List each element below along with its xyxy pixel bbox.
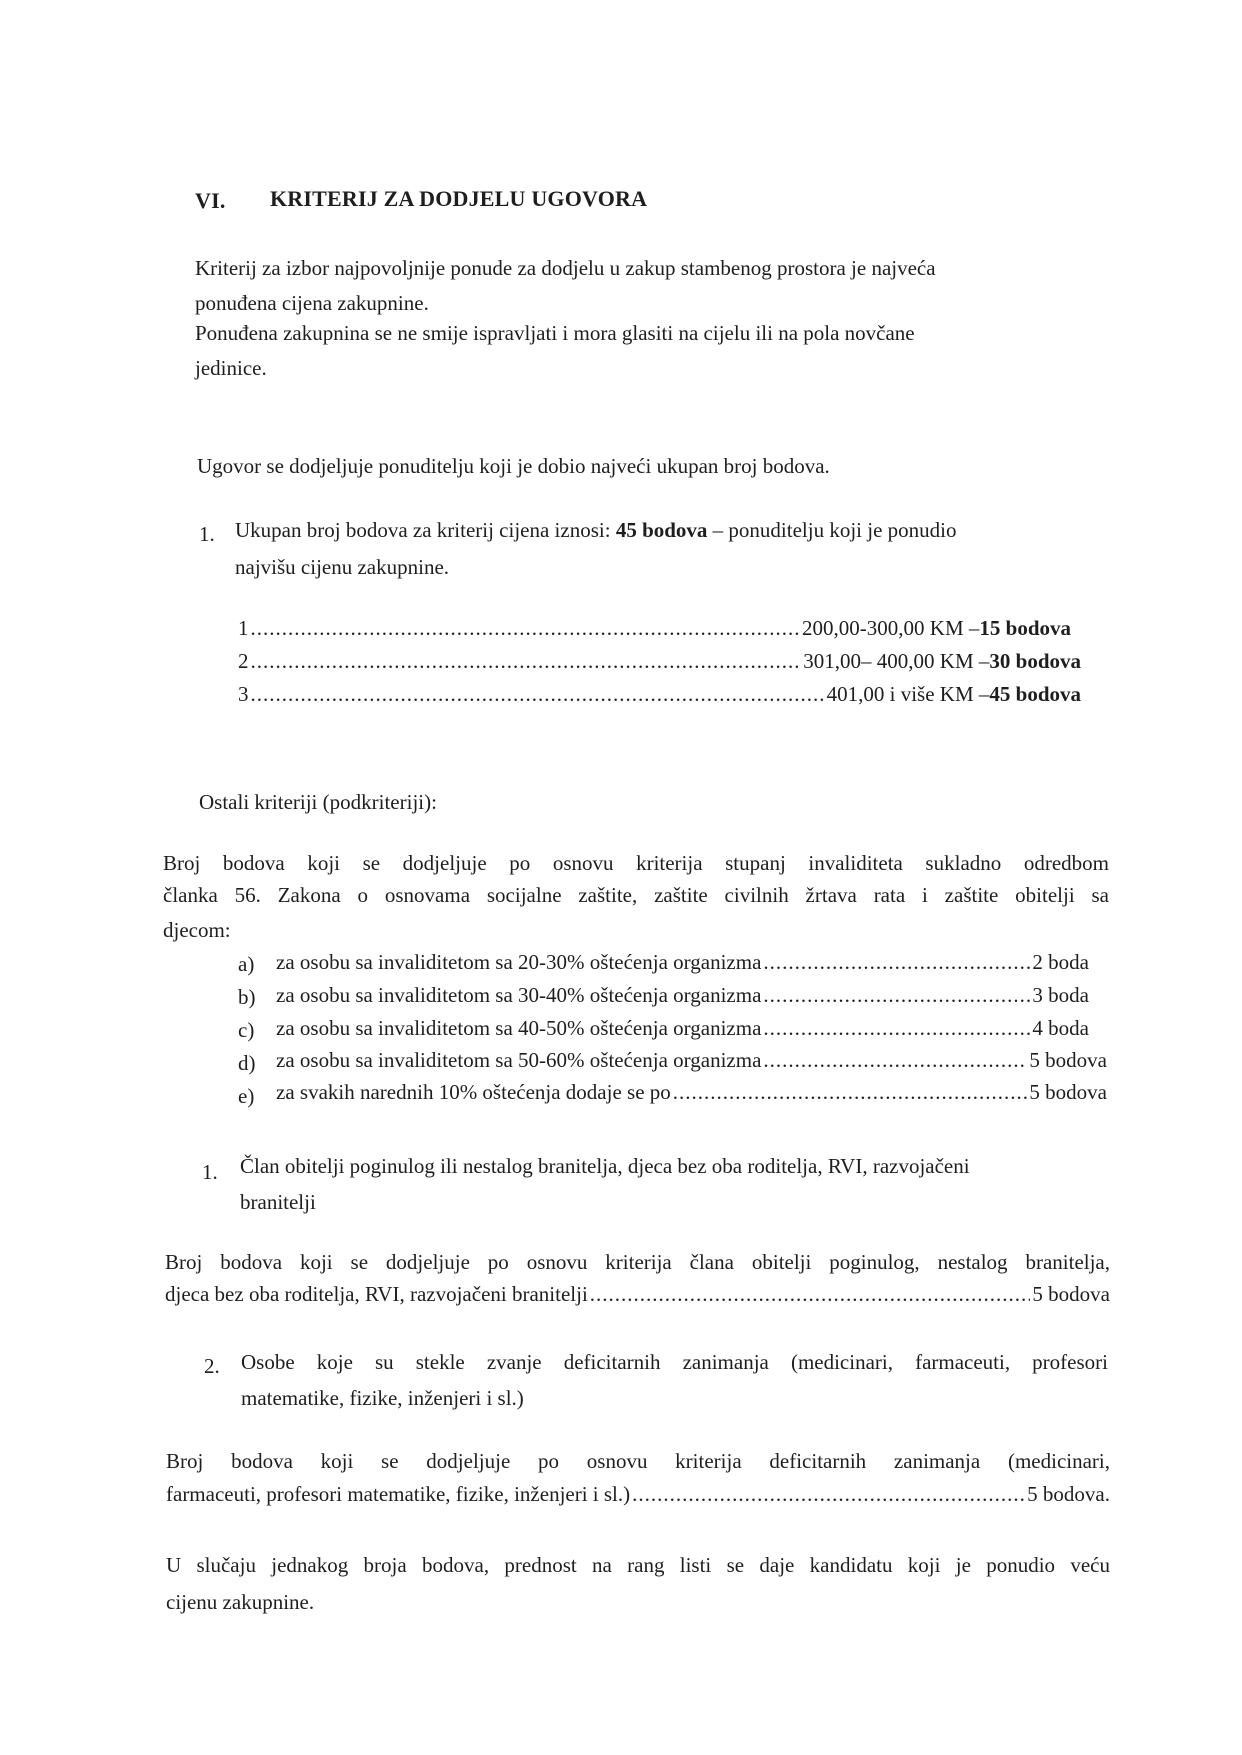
dot-leader <box>763 952 1030 973</box>
disability-line-1: Broj bodova koji se dodjeljuje po osnovu kriterija stupanj invaliditeta sukladno odredbom <box>163 851 1109 875</box>
price-criterion-text: Ukupan broj bodova za kriterij cijena iznosi: <box>235 518 616 542</box>
disability-item-points: 5 bodova <box>1029 1080 1107 1104</box>
disability-item-letter: c) <box>238 1018 255 1042</box>
deficit-para-line-1: Broj bodova koji se dodjeljuje po osnovu kriterija deficitarnih zanimanja (medicinari, <box>166 1449 1110 1473</box>
veterans-para-line-1: Broj bodova koji se dodjeljuje po osnovu kriterija člana obitelji poginulog, nestalog branitelja, <box>165 1250 1110 1274</box>
disability-item <box>276 985 1089 1006</box>
disability-item-text: za osobu sa invaliditetom sa 20-30% oštećenja organizma <box>276 950 762 974</box>
price-criterion-text-after: – ponuditelju koji je ponudio <box>707 518 957 542</box>
deficit-line-2: matematike, fizike, inženjeri i sl.) <box>241 1386 524 1410</box>
price-criterion-number: 1. <box>199 522 215 546</box>
deficit-points: 5 bodova. <box>1027 1482 1110 1506</box>
price-range-value: 301,00– 400,00 KM – <box>803 649 990 673</box>
deficit-para-text: farmaceuti, profesori matematike, fizike, inženjeri i sl.) <box>166 1482 631 1506</box>
dot-leader <box>251 651 802 672</box>
disability-item-letter: d) <box>238 1051 256 1075</box>
deficit-line-1: Osobe koje su stekle zvanje deficitarnih zanimanja (medicinari, farmaceuti, profesori <box>241 1350 1108 1374</box>
tie-break-line-1: U slučaju jednakog broja bodova, prednost na rang listi se daje kandidatu koji je ponudio veću <box>166 1553 1110 1577</box>
dot-leader <box>673 1082 1028 1103</box>
dot-leader <box>251 684 825 705</box>
price-range-value: 401,00 i više KM – <box>826 682 990 706</box>
veterans-points: 5 bodova <box>1032 1282 1110 1306</box>
price-range-points: 30 bodova <box>989 649 1081 673</box>
tie-break-line-2: cijenu zakupnine. <box>166 1590 315 1614</box>
price-criterion-line-2: najvišu cijenu zakupnine. <box>235 555 450 579</box>
price-range-row <box>238 684 1081 705</box>
dot-leader <box>251 618 801 639</box>
disability-item-letter: a) <box>238 952 255 976</box>
intro-line-4: jedinice. <box>195 356 267 380</box>
price-range-row <box>238 651 1081 672</box>
price-range-index: 2 <box>238 649 249 673</box>
intro-line-2: ponuđena cijena zakupnine. <box>195 291 429 315</box>
disability-item <box>276 1050 1107 1071</box>
disability-item <box>276 1018 1089 1039</box>
price-range-row <box>238 618 1071 639</box>
deficit-para-line-2 <box>166 1484 1110 1505</box>
veterans-para-line-2 <box>165 1284 1110 1305</box>
other-criteria-label: Ostali kriteriji (podkriteriji): <box>199 790 437 814</box>
disability-item <box>276 1082 1107 1103</box>
price-range-index: 3 <box>238 682 249 706</box>
price-range-value: 200,00-300,00 KM – <box>802 616 980 640</box>
dot-leader <box>590 1284 1031 1305</box>
section-number: VI. <box>195 188 226 213</box>
disability-item-letter: b) <box>238 985 256 1009</box>
veterans-line-1: Član obitelji poginulog ili nestalog branitelja, djeca bez oba roditelja, RVI, razvojačeni <box>240 1154 970 1178</box>
dot-leader <box>632 1484 1025 1505</box>
intro-line-3: Ponuđena zakupnina se ne smije ispravljati i mora glasiti na cijelu ili na pola novčane <box>195 321 915 345</box>
price-criterion-line-1 <box>235 520 957 541</box>
veterans-line-2: branitelji <box>240 1190 316 1214</box>
dot-leader <box>763 1018 1030 1039</box>
intro-line-1: Kriterij za izbor najpovoljnije ponude za dodjelu u zakup stambenog prostora je najveća <box>195 256 936 280</box>
award-sentence: Ugovor se dodjeljuje ponuditelju koji je dobio najveći ukupan broj bodova. <box>197 454 830 478</box>
section-title: KRITERIJ ZA DODJELU UGOVORA <box>270 186 648 211</box>
price-range-points: 45 bodova <box>989 682 1081 706</box>
disability-item-points: 5 bodova <box>1029 1048 1107 1072</box>
price-criterion-points: 45 bodova <box>615 518 708 542</box>
disability-item-text: za osobu sa invaliditetom sa 40-50% oštećenja organizma <box>276 1016 762 1040</box>
deficit-number: 2. <box>204 1354 220 1378</box>
veterans-number: 1. <box>202 1160 218 1184</box>
disability-line-3: djecom: <box>163 918 231 942</box>
disability-item-text: za svakih narednih 10% oštećenja dodaje se po <box>276 1080 671 1104</box>
disability-item-text: za osobu sa invaliditetom sa 50-60% oštećenja organizma <box>276 1048 762 1072</box>
disability-item <box>276 952 1089 973</box>
dot-leader <box>763 1050 1027 1071</box>
disability-line-2: članka 56. Zakona o osnovama socijalne zaštite, zaštite civilnih žrtava rata i zaštite obitelji sa <box>163 883 1109 907</box>
disability-item-points: 4 boda <box>1032 1016 1089 1040</box>
veterans-para-text: djeca bez oba roditelja, RVI, razvojačeni branitelji <box>165 1282 588 1306</box>
disability-item-letter: e) <box>238 1084 255 1108</box>
disability-item-points: 2 boda <box>1032 950 1089 974</box>
price-range-index: 1 <box>238 616 249 640</box>
dot-leader <box>763 985 1030 1006</box>
disability-item-points: 3 boda <box>1032 983 1089 1007</box>
price-range-points: 15 bodova <box>979 616 1071 640</box>
disability-item-text: za osobu sa invaliditetom sa 30-40% oštećenja organizma <box>276 983 762 1007</box>
